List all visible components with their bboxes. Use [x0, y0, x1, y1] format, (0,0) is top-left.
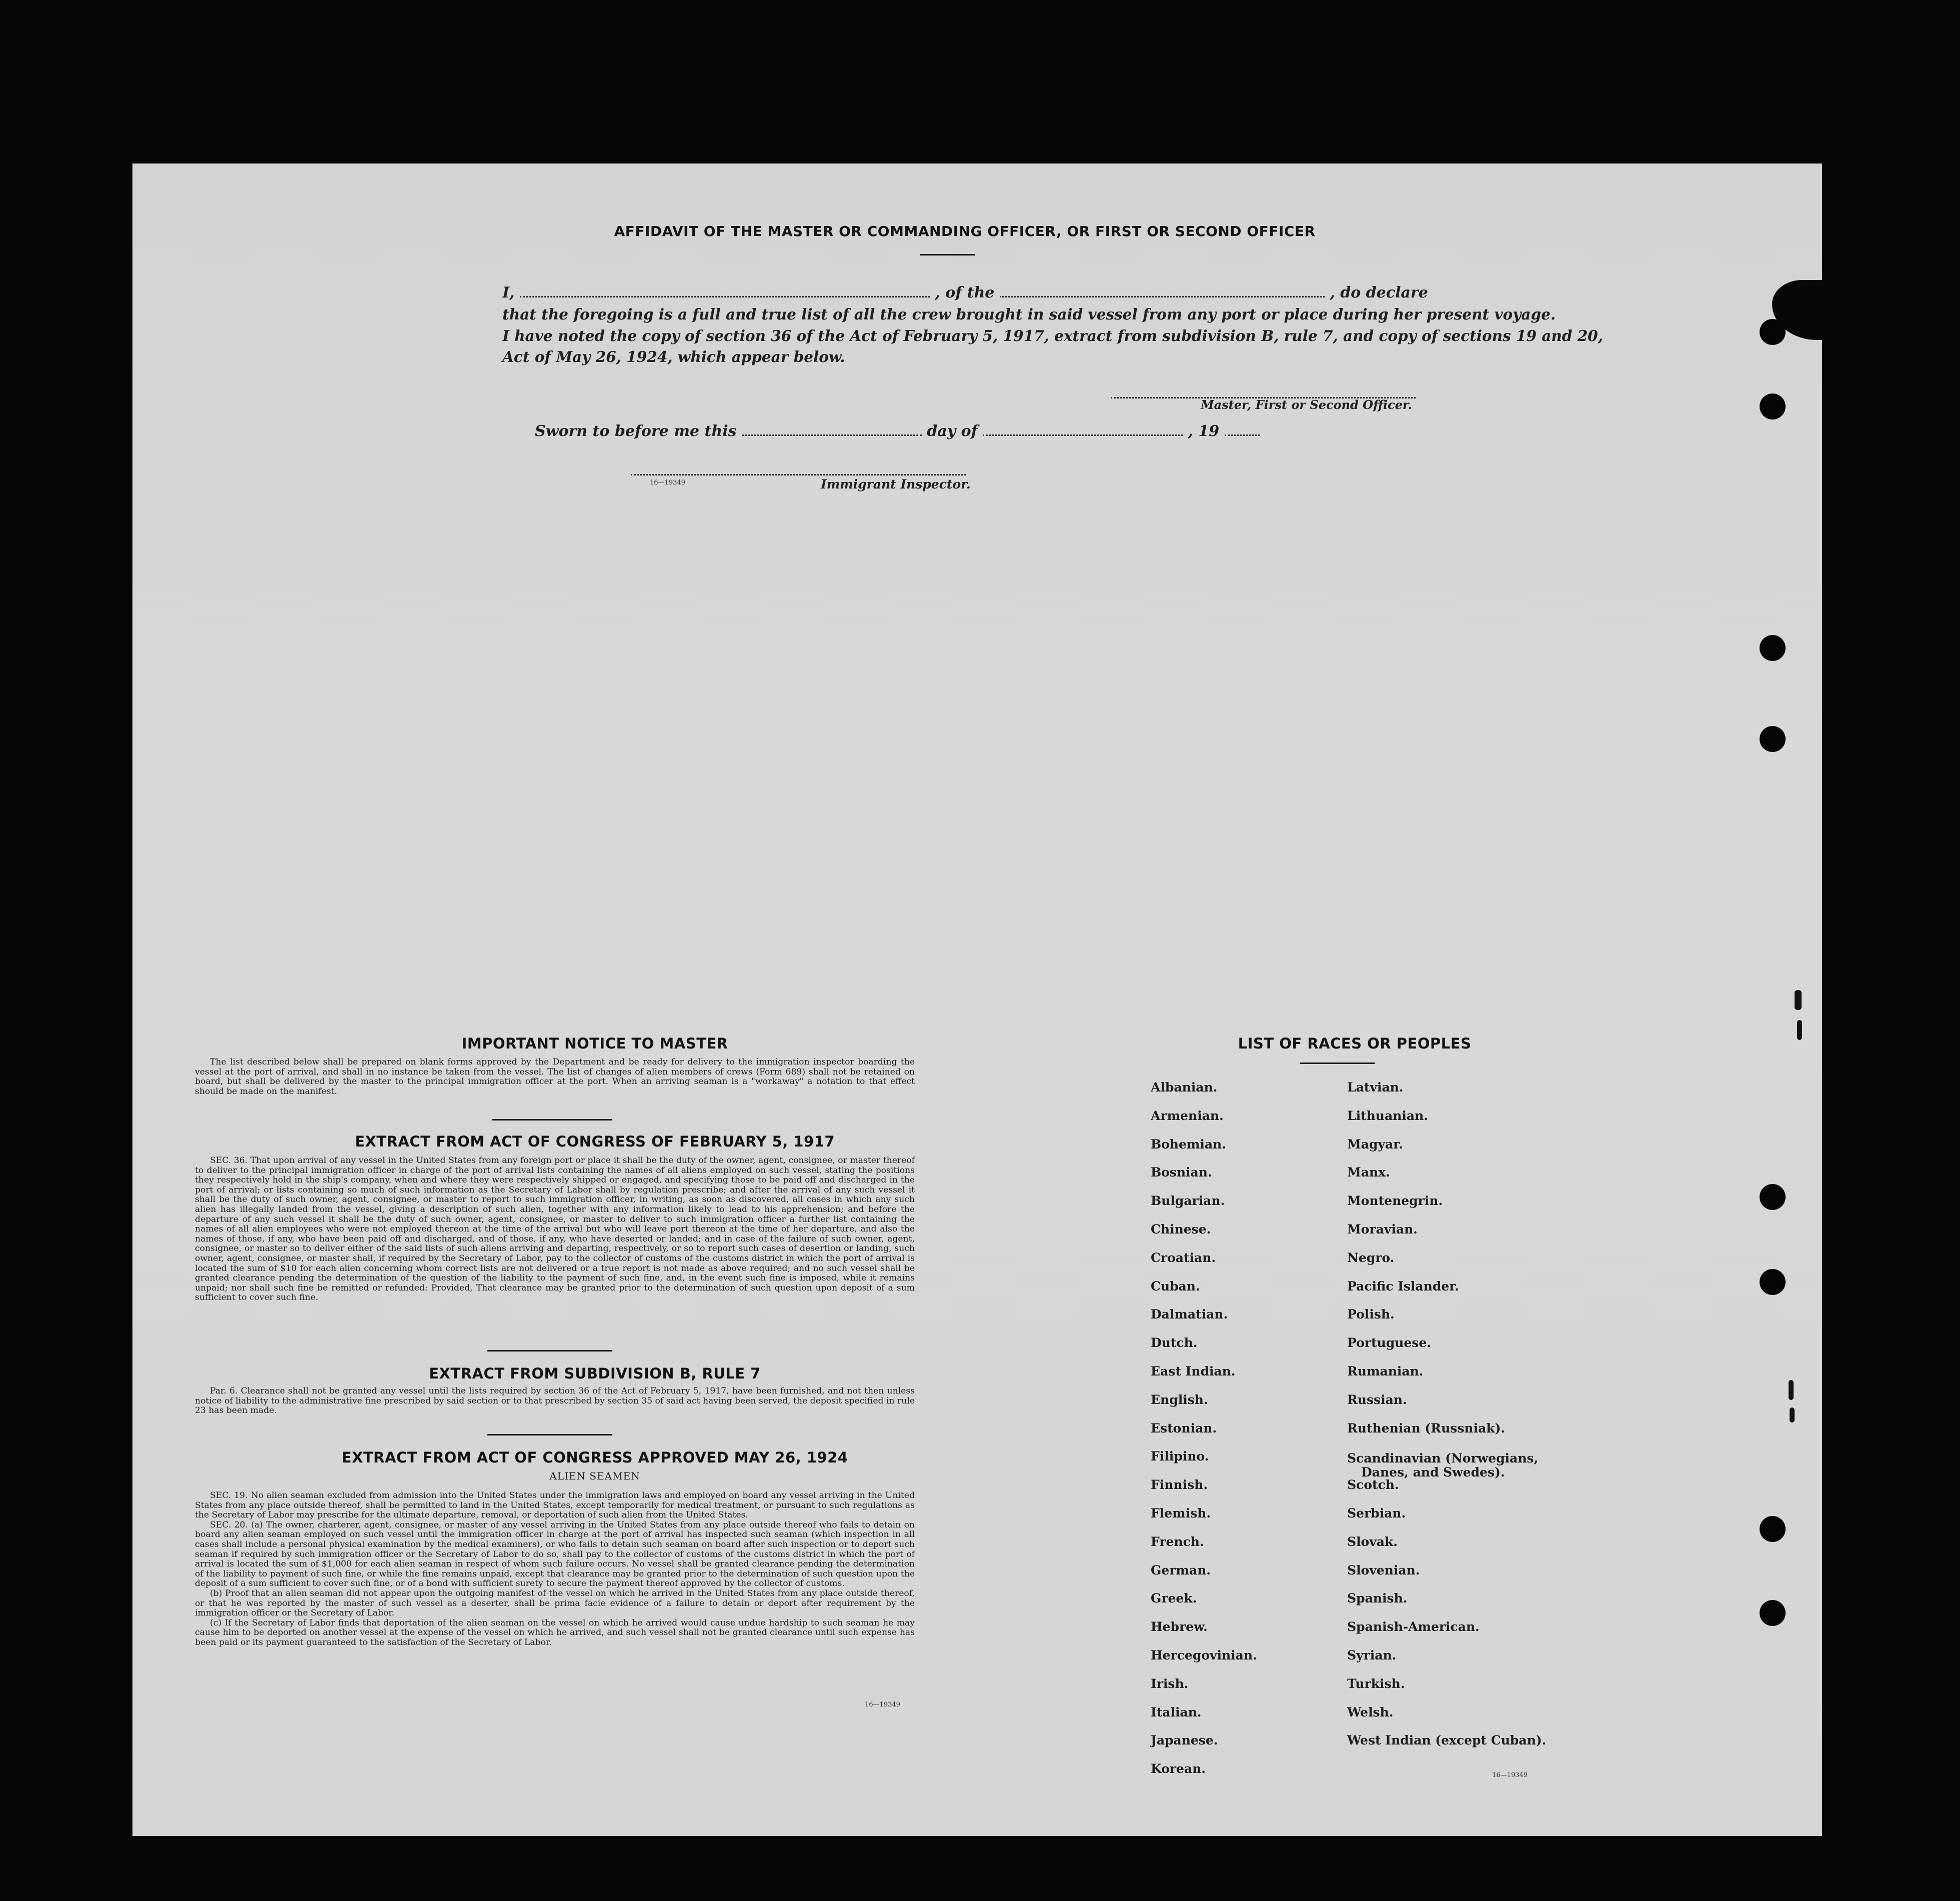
- race-item: Polish.: [1347, 1307, 1395, 1322]
- race-item: Hercegovinian.: [1151, 1648, 1257, 1662]
- race-item: Russian.: [1347, 1392, 1407, 1407]
- race-item: Spanish-American.: [1347, 1620, 1480, 1634]
- race-item: Syrian.: [1347, 1648, 1397, 1662]
- edge-mark: [1790, 1408, 1795, 1422]
- race-item: Negro.: [1347, 1250, 1395, 1265]
- races-title: LIST OF RACES OR PEOPLES: [1238, 1035, 1472, 1052]
- notice-rule: [492, 1119, 612, 1120]
- par-6-paragraph: Par. 6. Clearance shall not be granted any vessel until the lists required by section 36 of the Act of February 5, 1917, have been furnished, and not then unless notice of liability to the administrative fine prescribed by said section or to that prescribed by section 35 of said act having been served, the deposit specified in rule 23 has been made.: [195, 1386, 915, 1416]
- year-prefix: , 19: [1188, 422, 1220, 440]
- punch-hole: [1760, 1184, 1786, 1210]
- sworn-year-field[interactable]: [1225, 432, 1260, 436]
- race-item: Spanish.: [1347, 1591, 1408, 1606]
- race-item: Serbian.: [1347, 1506, 1406, 1520]
- edge-mark: [1789, 1380, 1794, 1400]
- race-item: Italian.: [1151, 1704, 1202, 1720]
- declarant-prefix: I,: [502, 284, 515, 302]
- edge-mark: [1795, 990, 1802, 1010]
- race-item: Croatian.: [1151, 1250, 1216, 1265]
- race-item: Latvian.: [1347, 1080, 1404, 1094]
- extract-1924-form-number: 16—19349: [865, 1701, 900, 1708]
- punch-hole: [1760, 726, 1786, 752]
- race-item: Magyar.: [1347, 1136, 1403, 1152]
- declaration-line-2: that the foregoing is a full and true list of all the crew brought in said vessel from any port or place during her present voyage.: [502, 306, 1556, 323]
- race-item: Armenian.: [1151, 1108, 1224, 1123]
- race-item: Portuguese.: [1347, 1336, 1431, 1350]
- declaration-line-1: [502, 284, 1428, 302]
- race-item: Lithuanian.: [1347, 1108, 1428, 1123]
- race-item: Danes, and Swedes).: [1361, 1465, 1505, 1480]
- vessel-name-field[interactable]: [1000, 294, 1325, 298]
- subdivision-b-title: EXTRACT FROM SUBDIVISION B, RULE 7: [429, 1365, 761, 1382]
- race-item: Montenegrin.: [1347, 1194, 1443, 1208]
- race-item: English.: [1151, 1392, 1208, 1407]
- race-item: Ruthenian (Russniak).: [1347, 1420, 1505, 1436]
- notice-paragraph: The list described below shall be prepared on blank forms approved by the Department and be ready for delivery to the immigration inspector boarding the vessel at the port of arrival, and shall in no instance be taken from the vessel. The list of changes of alien members of crews (Form 689) shall not be retained on board, but shall be delivered by the master to the principal immigration officer at the port. When an arriving seaman is a "workaway" a notation to that effect should be made on the manifest.: [195, 1057, 915, 1096]
- punch-hole: [1760, 1269, 1786, 1295]
- race-item: Chinese.: [1151, 1222, 1211, 1236]
- extract-1917-title: EXTRACT FROM ACT OF CONGRESS OF FEBRUARY 5, 1917: [354, 1133, 835, 1150]
- races-title-rule: [1300, 1062, 1375, 1064]
- edge-mark: [1797, 1020, 1802, 1040]
- punch-hole: [1760, 1600, 1786, 1626]
- race-item: Greek.: [1151, 1591, 1197, 1606]
- alien-seamen-subtitle: ALIEN SEAMEN: [549, 1470, 640, 1482]
- sworn-line: [535, 422, 1260, 440]
- declarant-name-field[interactable]: [520, 294, 930, 298]
- race-item: Dalmatian.: [1151, 1307, 1228, 1322]
- race-item: Flemish.: [1151, 1506, 1211, 1520]
- race-item: Welsh.: [1347, 1704, 1394, 1720]
- do-declare-label: , do declare: [1330, 284, 1428, 302]
- race-item: Moravian.: [1347, 1222, 1418, 1236]
- race-item: Manx.: [1347, 1165, 1390, 1180]
- sec-20c-paragraph: (c) If the Secretary of Labor finds that deportation of the alien seaman on the vessel on which he arrived would cause undue hardship to such seaman he may cause him to be deported on another vessel at the expense of the vessel on which he arrived, and such vessel shall not be granted clearance until such expense has been paid or its payment guaranteed to the satisfaction of the Secretary of Labor.: [195, 1618, 915, 1648]
- race-item: Slovenian.: [1347, 1562, 1420, 1578]
- extract-1924-text: [195, 1491, 915, 1648]
- race-item: Albanian.: [1151, 1080, 1218, 1094]
- inspector-signature-field[interactable]: [631, 472, 966, 476]
- sec-19-paragraph: SEC. 19. No alien seaman excluded from admission into the United States under the immigration laws and employed on board any vessel arriving in the United States from any place outside thereof, shall be permitted to land in the United States, except temporarily for medical treatment, or pursuant to such regulations as the Secretary of Labor may prescribe for the ultimate departure, removal, or deportation of such alien from the United States.: [195, 1490, 915, 1520]
- subdivision-b-text: [195, 1386, 915, 1416]
- notice-title: IMPORTANT NOTICE TO MASTER: [461, 1035, 728, 1052]
- race-item: Hebrew.: [1151, 1620, 1208, 1634]
- sworn-day-field[interactable]: [742, 432, 922, 436]
- race-item: Slovak.: [1347, 1534, 1398, 1549]
- race-item: Rumanian.: [1347, 1364, 1424, 1378]
- race-item: East Indian.: [1151, 1364, 1236, 1378]
- race-item: German.: [1151, 1562, 1211, 1578]
- master-signature-label: Master, First or Second Officer.: [1201, 398, 1412, 412]
- day-of-label: day of: [927, 422, 978, 440]
- race-item: Bosnian.: [1151, 1165, 1212, 1180]
- race-item: Turkish.: [1347, 1676, 1405, 1691]
- inspector-label: Immigrant Inspector.: [821, 477, 971, 492]
- declaration-line-3: I have noted the copy of section 36 of the Act of February 5, 1917, extract from subdivision B, rule 7, and copy of sections 19 and 20,: [502, 327, 1603, 344]
- race-item: Bohemian.: [1151, 1136, 1226, 1152]
- race-item: West Indian (except Cuban).: [1347, 1733, 1547, 1748]
- punch-hole: [1760, 394, 1786, 420]
- sworn-month-field[interactable]: [983, 432, 1183, 436]
- races-form-number: 16—19349: [1492, 1772, 1528, 1779]
- of-the-label: , of the: [935, 284, 995, 302]
- punch-hole: [1760, 319, 1786, 345]
- race-item: French.: [1151, 1534, 1204, 1549]
- punch-hole: [1760, 635, 1786, 661]
- extract-1917-rule: [487, 1350, 612, 1352]
- affidavit-title: AFFIDAVIT OF THE MASTER OR COMMANDING OFFICER, OR FIRST OR SECOND OFFICER: [614, 223, 1316, 240]
- punch-hole: [1760, 1516, 1786, 1542]
- section-36-paragraph: SEC. 36. That upon arrival of any vessel in the United States from any foreign port or place it shall be the duty of the owner, agent, consignee, or master thereof to deliver to the principal immigration officer in charge of the port of arrival lists containing the names of all aliens employed on such vessel, stating the positions they respectively hold in the ship's company, when and where they were respectively shipped or engaged, and specifying those to be paid off and discharged in the port of arrival; or lists containing so much of such information as the Secretary of Labor shall by regulation prescribe; and after the arrival of any such vessel it shall be the duty of such owner, agent, consignee, or master to report to such immigration officer, in writing, as soon as discovered, all cases in which any such alien has illegally landed from the vessel, giving a description of such alien, together with any information likely to lead to his apprehension; and before the departure of any such vessel it shall be the duty of such owner, agent, consignee, or master to deliver to such immigration officer a further list containing the names of all alien employees who were not employed thereon at the time of the arrival but who will leave port thereon at the time of her departure, and also the names of those, if any, who have been paid off and discharged, and of those, if any, who have deserted or landed; and in case of the failure of such owner, agent, consignee, or master so to deliver either of the said lists of such aliens arriving and departing, respectively, or so to report such cases of desertion or landing, such owner, agent, consignee, or master shall, if required by the Secretary of Labor, pay to the collector of customs of the customs district in which the port of arrival is located the sum of $10 for each alien concerning whom correct lists are not delivered or a true report is not made as above required; and no such vessel shall be granted clearance pending the determination of the question of the liability to the payment of such fine, and, in the event such fine is imposed, while it remains unpaid; nor shall such fine be remitted or refunded: Provided, That clearance may be granted prior to the determination of such question upon deposit of a sum sufficient to cover such fine.: [195, 1156, 915, 1303]
- race-item: Scotch.: [1347, 1478, 1399, 1492]
- race-item: Cuban.: [1151, 1278, 1200, 1294]
- extract-1924-title: EXTRACT FROM ACT OF CONGRESS APPROVED MAY 26, 1924: [341, 1449, 848, 1466]
- sworn-prefix: Sworn to before me this: [535, 422, 737, 440]
- extract-1917-text: [195, 1156, 915, 1303]
- subdivision-b-rule: [487, 1434, 612, 1436]
- race-item: Pacific Islander.: [1347, 1278, 1459, 1294]
- affidavit-title-rule: [920, 254, 975, 256]
- race-item: Estonian.: [1151, 1420, 1217, 1436]
- sec-20a-paragraph: SEC. 20. (a) The owner, charterer, agent, consignee, or master of any vessel arriving in the United States from any place outside thereof who fails to detain on board any alien seaman employed on such vessel until the immigration officer in charge at the port of arrival has inspected such seaman (which inspection in all cases shall include a personal physical examination by the medical examiners), or who fails to detain such seaman on board after such inspection or to deport such seaman if required by such immigration officer or the Secretary of Labor to do so, shall pay to the collector of customs of the customs district in which the port of arrival is located the sum of $1,000 for each alien seaman in respect of whom such failure occurs. No vessel shall be granted clearance pending the determination of the liability to payment of such fine, or while the fine remains unpaid, except that clearance may be granted prior to the determination of such question upon the deposit of a sum sufficient to cover such fine, or of a bond with sufficient surety to secure the payment thereof approved by the collector of customs.: [195, 1520, 915, 1589]
- race-item: Filipino.: [1151, 1449, 1209, 1464]
- sec-20b-paragraph: (b) Proof that an alien seaman did not appear upon the outgoing manifest of the vessel on which he arrived in the United States from any place outside thereof, or that he was reported by the master of such vessel as a deserter, shall be prima facie evidence of a failure to detain or deport after requirement by the immigration officer or the Secretary of Labor.: [195, 1588, 915, 1618]
- race-item: Finnish.: [1151, 1478, 1208, 1492]
- affidavit-form-number: 16—19349: [650, 479, 685, 486]
- notice-text: [195, 1058, 915, 1096]
- race-item: Bulgarian.: [1151, 1194, 1225, 1208]
- race-item: Dutch.: [1151, 1336, 1198, 1350]
- race-item: Korean.: [1151, 1762, 1206, 1776]
- race-item: Irish.: [1151, 1676, 1189, 1691]
- race-item: Japanese.: [1151, 1733, 1218, 1748]
- race-item: Scandinavian (Norwegians,: [1347, 1451, 1539, 1466]
- declaration-line-4: Act of May 26, 1924, which appear below.: [502, 348, 845, 366]
